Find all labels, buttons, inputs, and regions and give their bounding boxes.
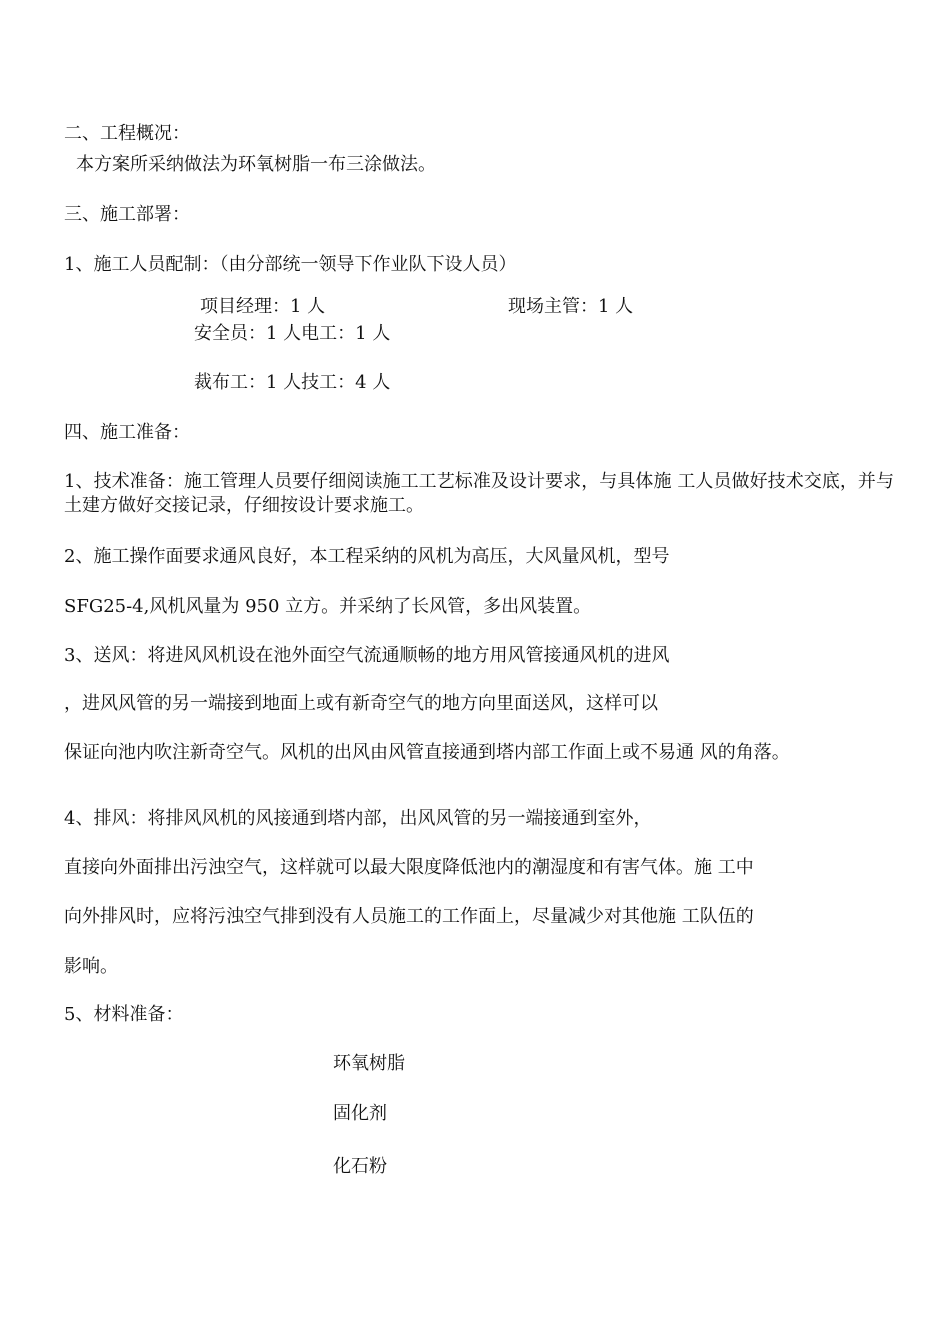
- staff-cutter-technician: 裁布工：1 人技工：4 人: [194, 372, 391, 393]
- staff-site-supervisor: 现场主管：1 人: [508, 296, 634, 317]
- exhaust-line-3: 向外排风时，应将污浊空气排到没有人员施工的工作面上，尽量减少对其他施 工队伍的: [64, 906, 754, 927]
- ventilation-line-2: SFG25-4,风机风量为 950 立方。并采纳了长风管，多出风装置。: [64, 596, 592, 617]
- section-heading-deployment: 三、施工部署：: [64, 204, 190, 225]
- air-supply-line-2: ，进风风管的另一端接到地面上或有新奇空气的地方向里面送风，这样可以: [64, 693, 658, 714]
- material-item: 固化剂: [333, 1103, 387, 1124]
- exhaust-line-4: 影响。: [64, 956, 118, 977]
- ventilation-line-1: 2、施工操作面要求通风良好，本工程采纳的风机为高压，大风量风机，型号: [64, 546, 670, 567]
- technical-preparation-paragraph: 1、技术准备：施工管理人员要仔细阅读施工工艺标准及设计要求，与具体施 工人员做好技术交底，并与土建方做好交接记录，仔细按设计要求施工。: [64, 471, 894, 516]
- material-item: 化石粉: [333, 1156, 387, 1177]
- staff-safety-electrician: 安全员：1 人电工：1 人: [194, 323, 391, 344]
- staffing-title: 1、施工人员配制：（由分部统一领导下作业队下设人员）: [64, 254, 517, 275]
- air-supply-line-3: 保证向池内吹注新奇空气。风机的出风由风管直接通到塔内部工作面上或不易通 风的角落。: [64, 742, 790, 763]
- section-heading-preparation: 四、施工准备：: [64, 422, 190, 443]
- exhaust-line-2: 直接向外面排出污浊空气，这样就可以最大限度降低池内的潮湿度和有害气体。施 工中: [64, 857, 754, 878]
- material-item: 环氧树脂: [333, 1053, 405, 1074]
- exhaust-line-1: 4、排风：将排风风机的风接通到塔内部，出风风管的另一端接通到室外，: [64, 808, 652, 829]
- air-supply-line-1: 3、送风：将进风风机设在池外面空气流通顺畅的地方用风管接通风机的进风: [64, 645, 670, 666]
- section-heading-overview: 二、工程概况：: [64, 123, 190, 144]
- materials-title: 5、材料准备：: [64, 1004, 184, 1025]
- staff-project-manager: 项目经理：1 人: [200, 296, 326, 317]
- overview-text: 本方案所采纳做法为环氧树脂一布三涂做法。: [76, 154, 436, 175]
